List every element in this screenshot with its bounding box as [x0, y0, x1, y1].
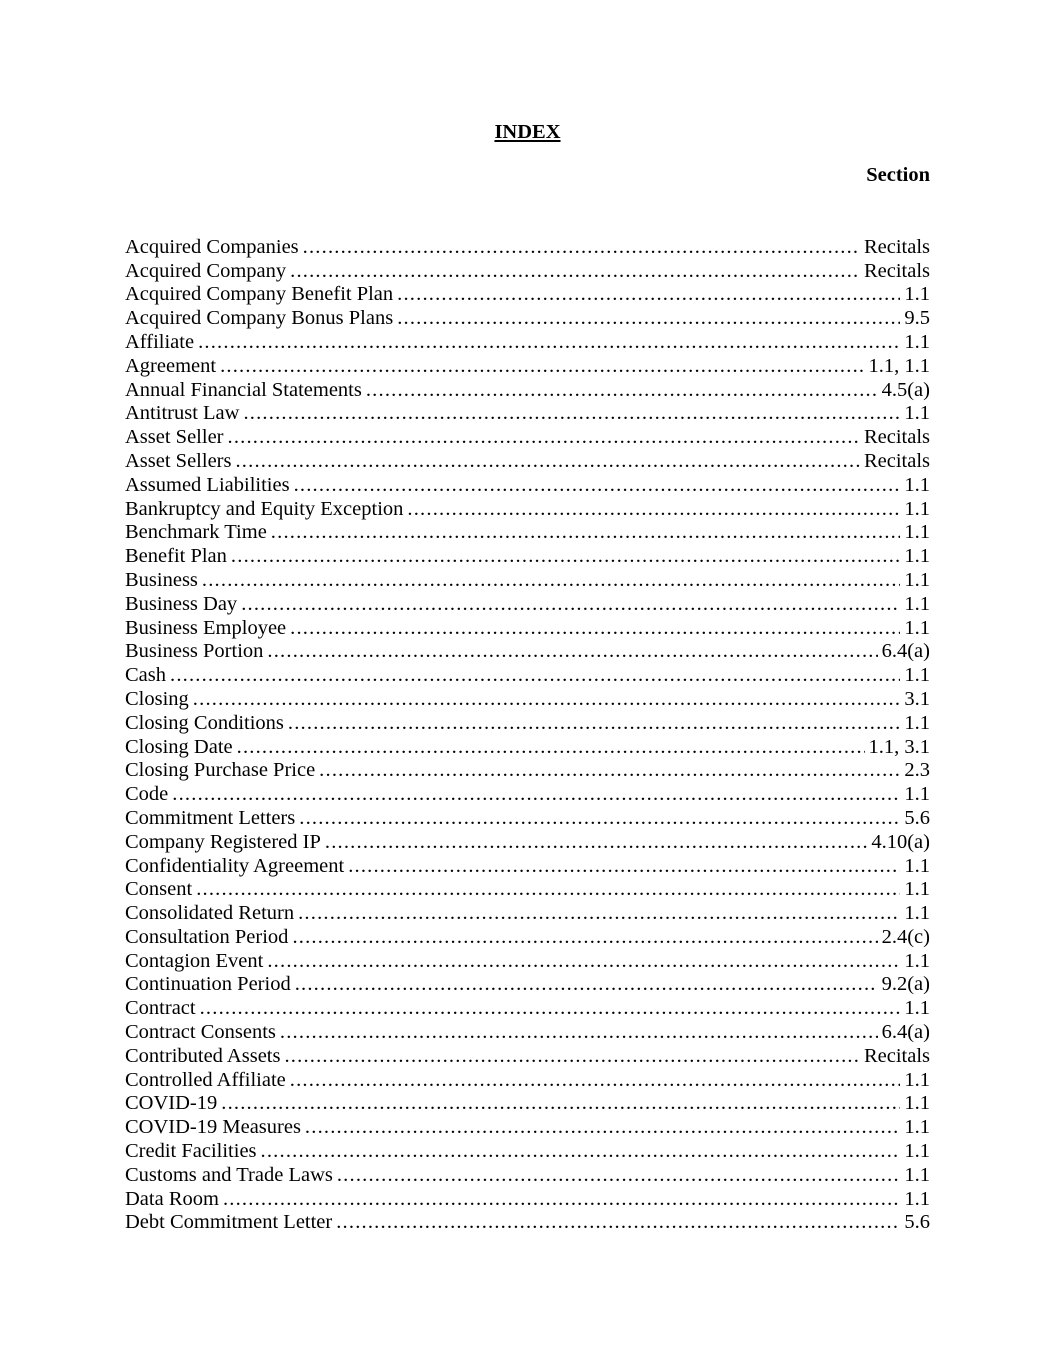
entry-term: Asset Sellers [125, 449, 232, 472]
entry-term: Company Registered IP [125, 830, 321, 853]
entry-term: Consultation Period [125, 925, 289, 948]
index-entry-row [125, 545, 930, 569]
entry-section-ref: 5.6 [904, 806, 930, 829]
dot-leader [290, 617, 900, 641]
dot-leader [397, 283, 900, 307]
entry-section-ref: 1.1 [904, 616, 930, 639]
index-entry-row [125, 1045, 930, 1069]
index-entry-row [125, 736, 930, 760]
index-entry-row [125, 355, 930, 379]
entry-term: Confidentiality Agreement [125, 854, 345, 877]
entry-term: Contract Consents [125, 1021, 276, 1044]
entry-section-ref: 6.4(a) [881, 1021, 930, 1044]
entry-section-ref: 1.1 [904, 878, 930, 901]
entry-term: Credit Facilities [125, 1140, 257, 1163]
dot-leader [280, 1021, 878, 1045]
index-entry-row [125, 926, 930, 950]
entry-term: Agreement [125, 354, 217, 377]
entry-section-ref: 1.1, 1.1 [868, 354, 930, 377]
index-entry-row [125, 260, 930, 284]
index-entry-row [125, 1116, 930, 1140]
entry-section-ref: Recitals [863, 449, 930, 472]
entry-section-ref: Recitals [863, 259, 930, 282]
entry-term: Asset Seller [125, 426, 224, 449]
entry-section-ref: 4.5(a) [881, 378, 930, 401]
dot-leader [294, 474, 901, 498]
entry-section-ref: 1.1 [904, 592, 930, 615]
entry-term: Data Room [125, 1187, 219, 1210]
entry-section-ref: 1.1 [904, 1187, 930, 1210]
index-entry-row [125, 307, 930, 331]
index-entry-row [125, 807, 930, 831]
entry-section-ref: 1.1 [904, 1116, 930, 1139]
index-entry-row [125, 331, 930, 355]
index-entry-row [125, 997, 930, 1021]
dot-leader [200, 997, 901, 1021]
section-column-header: Section [866, 164, 930, 187]
index-entry-row [125, 593, 930, 617]
entry-term: Closing [125, 687, 189, 710]
index-entry-row [125, 1069, 930, 1093]
index-entry-row [125, 688, 930, 712]
entry-section-ref: 1.1 [904, 1140, 930, 1163]
entry-term: Consolidated Return [125, 902, 295, 925]
dot-leader [299, 807, 900, 831]
index-entry-row [125, 1211, 930, 1235]
entry-term: Business Day [125, 592, 238, 615]
dot-leader [267, 640, 877, 664]
dot-leader [243, 402, 900, 426]
index-entry-row [125, 617, 930, 641]
entry-term: Annual Financial Statements [125, 378, 362, 401]
entry-section-ref: 1.1 [904, 1092, 930, 1115]
index-entry-row [125, 878, 930, 902]
index-entry-row [125, 1188, 930, 1212]
entry-term: Business [125, 568, 198, 591]
index-entry-list [125, 236, 930, 1235]
entry-section-ref: 1.1 [904, 568, 930, 591]
entry-term: Business Portion [125, 640, 264, 663]
entry-term: Acquired Companies [125, 235, 299, 258]
index-entry-row [125, 759, 930, 783]
entry-section-ref: 1.1 [904, 473, 930, 496]
entry-section-ref: 4.10(a) [871, 830, 930, 853]
entry-term: Closing Conditions [125, 711, 284, 734]
index-entry-row [125, 664, 930, 688]
dot-leader [237, 736, 865, 760]
entry-section-ref: 1.1 [904, 521, 930, 544]
dot-leader [223, 1188, 900, 1212]
entry-term: Closing Purchase Price [125, 759, 316, 782]
dot-leader [295, 973, 878, 997]
dot-leader [271, 521, 901, 545]
entry-term: Cash [125, 664, 166, 687]
index-entry-row [125, 855, 930, 879]
entry-section-ref: 1.1 [904, 545, 930, 568]
dot-leader [196, 878, 900, 902]
entry-term: Benefit Plan [125, 545, 227, 568]
entry-term: Acquired Company [125, 259, 287, 282]
entry-term: Continuation Period [125, 973, 291, 996]
entry-section-ref: 2.3 [904, 759, 930, 782]
entry-section-ref: 1.1 [904, 1068, 930, 1091]
entry-section-ref: 1.1 [904, 949, 930, 972]
entry-term: Assumed Liabilities [125, 473, 290, 496]
entry-section-ref: 1.1 [904, 497, 930, 520]
page-title [125, 121, 930, 145]
entry-term: Commitment Letters [125, 806, 296, 829]
index-entry-row [125, 450, 930, 474]
dot-leader [292, 926, 877, 950]
index-entry-row [125, 379, 930, 403]
dot-leader [220, 355, 864, 379]
dot-leader [407, 498, 900, 522]
index-entry-row [125, 902, 930, 926]
entry-section-ref: 1.1 [904, 854, 930, 877]
entry-section-ref: 1.1 [904, 283, 930, 306]
index-entry-row [125, 474, 930, 498]
dot-leader [348, 855, 900, 879]
entry-section-ref: 3.1 [904, 687, 930, 710]
index-entry-row [125, 402, 930, 426]
entry-term: Benchmark Time [125, 521, 267, 544]
entry-term: Contract [125, 997, 196, 1020]
dot-leader [241, 593, 900, 617]
page-title-text: INDEX [494, 121, 561, 143]
entry-term: Consent [125, 878, 193, 901]
entry-term: Code [125, 783, 169, 806]
entry-section-ref: 1.1 [904, 330, 930, 353]
dot-leader [337, 1164, 901, 1188]
entry-term: Closing Date [125, 735, 233, 758]
entry-section-ref: 2.4(c) [881, 925, 930, 948]
dot-leader [235, 450, 859, 474]
index-entry-row [125, 1021, 930, 1045]
index-entry-row [125, 712, 930, 736]
dot-leader [284, 1045, 859, 1069]
entry-term: Affiliate [125, 330, 195, 353]
entry-section-ref: 1.1 [904, 711, 930, 734]
entry-section-ref: 1.1 [904, 402, 930, 425]
entry-section-ref: Recitals [863, 426, 930, 449]
entry-term: Contributed Assets [125, 1044, 281, 1067]
dot-leader [397, 307, 900, 331]
index-entry-row [125, 283, 930, 307]
entry-term: Bankruptcy and Equity Exception [125, 497, 404, 520]
entry-term: COVID-19 [125, 1092, 218, 1115]
entry-section-ref: Recitals [863, 235, 930, 258]
index-entry-row [125, 783, 930, 807]
entry-section-ref: 1.1 [904, 902, 930, 925]
dot-leader [172, 783, 900, 807]
dot-leader [198, 331, 900, 355]
index-entry-row [125, 498, 930, 522]
index-entry-row [125, 426, 930, 450]
index-entry-row [125, 950, 930, 974]
dot-leader [290, 1069, 901, 1093]
dot-leader [202, 569, 900, 593]
entry-term: Acquired Company Benefit Plan [125, 283, 394, 306]
entry-section-ref: 1.1 [904, 997, 930, 1020]
entry-section-ref: 1.1, 3.1 [868, 735, 930, 758]
entry-term: Controlled Affiliate [125, 1068, 286, 1091]
dot-leader [228, 426, 860, 450]
dot-leader [366, 379, 878, 403]
dot-leader [267, 950, 900, 974]
dot-leader [221, 1092, 900, 1116]
dot-leader [288, 712, 900, 736]
entry-term: Business Employee [125, 616, 287, 639]
dot-leader [261, 1140, 901, 1164]
entry-section-ref: 9.5 [904, 307, 930, 330]
entry-section-ref: 6.4(a) [881, 640, 930, 663]
dot-leader [319, 759, 900, 783]
dot-leader [336, 1211, 900, 1235]
dot-leader [193, 688, 901, 712]
entry-section-ref: Recitals [863, 1044, 930, 1067]
dot-leader [305, 1116, 900, 1140]
index-entry-row [125, 1092, 930, 1116]
dot-leader [325, 831, 867, 855]
dot-leader [303, 236, 860, 260]
entry-section-ref: 1.1 [904, 1163, 930, 1186]
entry-term: Customs and Trade Laws [125, 1163, 333, 1186]
dot-leader [298, 902, 900, 926]
entry-section-ref: 1.1 [904, 664, 930, 687]
entry-section-ref: 1.1 [904, 783, 930, 806]
entry-term: Debt Commitment Letter [125, 1211, 333, 1234]
index-entry-row [125, 236, 930, 260]
index-entry-row [125, 1140, 930, 1164]
entry-section-ref: 5.6 [904, 1211, 930, 1234]
index-entry-row [125, 831, 930, 855]
index-entry-row [125, 1164, 930, 1188]
entry-section-ref: 9.2(a) [881, 973, 930, 996]
index-entry-row [125, 640, 930, 664]
entry-term: Contagion Event [125, 949, 264, 972]
index-entry-row [125, 973, 930, 997]
dot-leader [231, 545, 900, 569]
entry-term: Acquired Company Bonus Plans [125, 307, 394, 330]
index-entry-row [125, 521, 930, 545]
entry-term: Antitrust Law [125, 402, 240, 425]
dot-leader [290, 260, 860, 284]
entry-term: COVID-19 Measures [125, 1116, 301, 1139]
index-entry-row [125, 569, 930, 593]
dot-leader [170, 664, 900, 688]
